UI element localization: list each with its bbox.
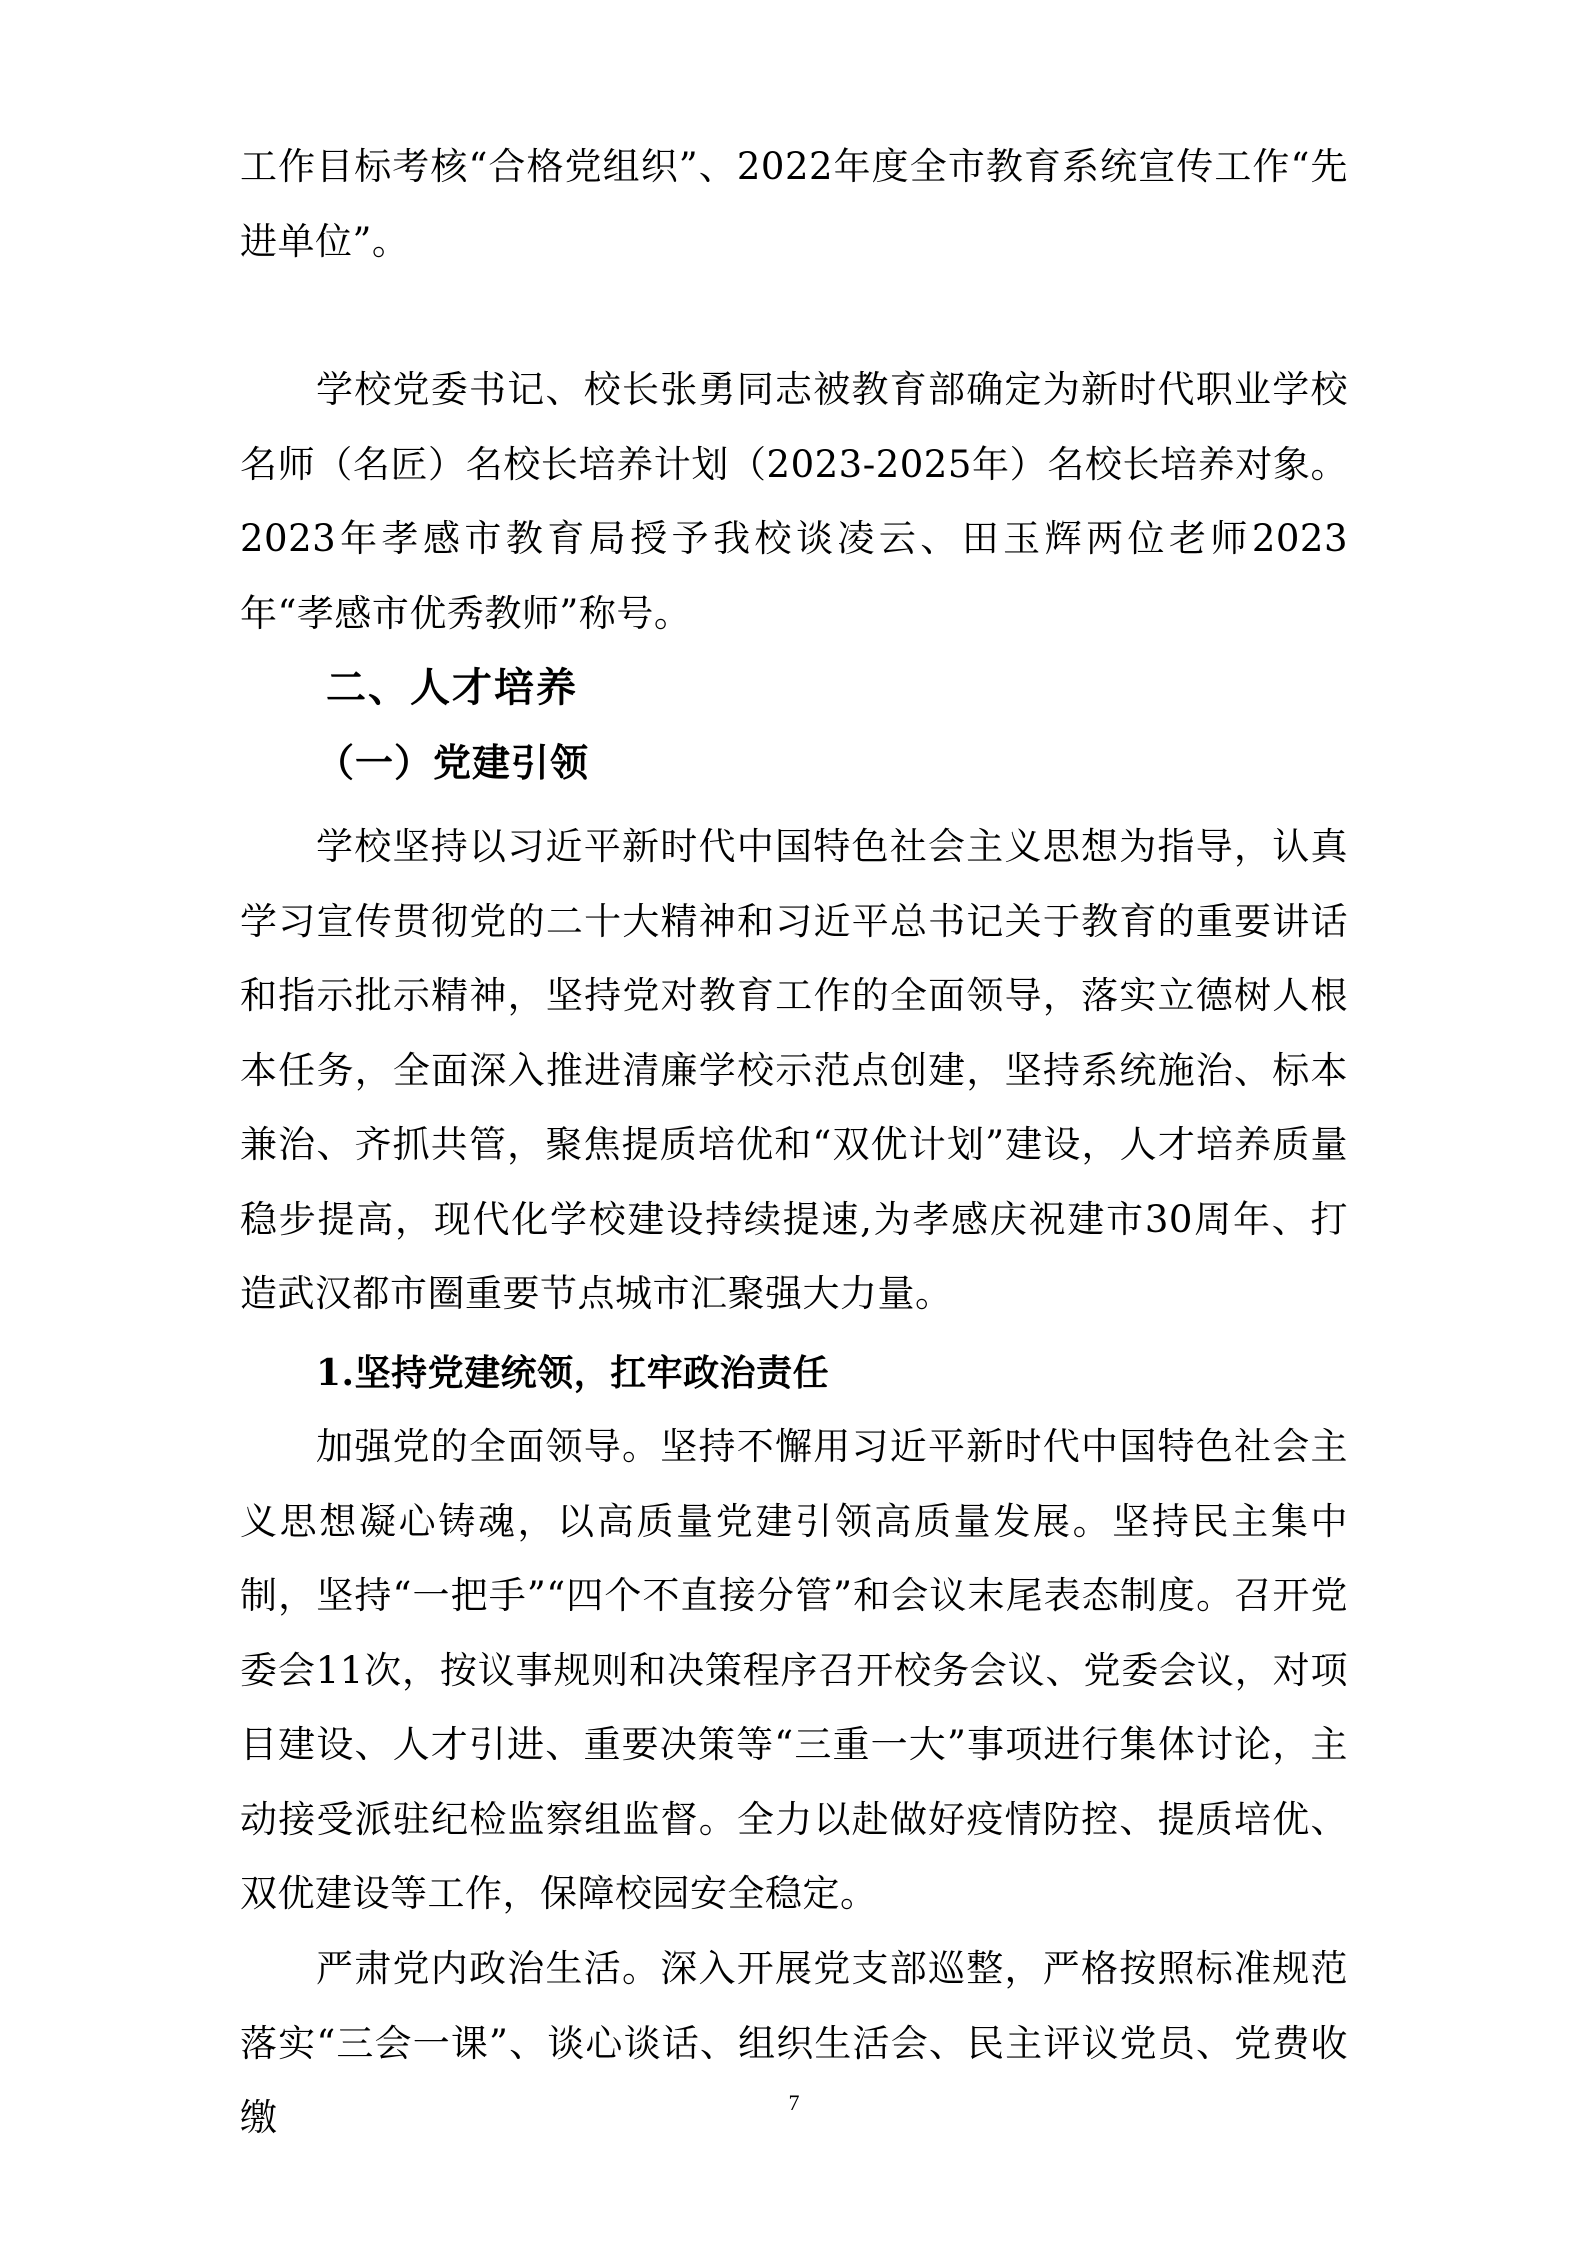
paragraph-party-guidance: 学校坚持以习近平新时代中国特色社会主义思想为指导，认真学习宣传贯彻党的二十大精神和习近平总书记关于教育的重要讲话和指示批示精神，坚持党对教育工作的全面领导，落实立德树人根本任务，全面深入推进清廉学校示范点创建，坚持系统施治、标本兼治、齐抓共管，聚焦提质培优和“双优计划”建设，人才培养质量稳步提高，现代化学校建设持续提速,为孝感庆祝建市30周年、打造武汉都市圈重要节点城市汇聚强大力量。 — [240, 825, 1348, 1315]
item-heading-party-building: 1.坚持党建统领，扛牢政治责任 — [316, 1352, 830, 1394]
paragraph-principal-recognition: 学校党委书记、校长张勇同志被教育部确定为新时代职业学校名师（名匠）名校长培养计划（2023-2025年）名校长培养对象。2023年孝感市教育局授予我校谈凌云、田玉辉两位老师2023年“孝感市优秀教师”称号。 — [240, 368, 1348, 635]
section-heading-talent-cultivation: 二、人才培养 — [326, 665, 578, 711]
subsection-heading-party-leadership: （一）党建引领 — [316, 740, 590, 785]
page-number: 7 — [788, 2090, 800, 2115]
paragraph-strengthen-leadership: 加强党的全面领导。坚持不懈用习近平新时代中国特色社会主义思想凝心铸魂，以高质量党建引领高质量发展。坚持民主集中制，坚持“一把手”“四个不直接分管”和会议末尾表态制度。召开党委会11次，按议事规则和决策程序召开校务会议、党委会议，对项目建设、人才引进、重要决策等“三重一大”事项进行集体讨论，主动接受派驻纪检监察组监督。全力以赴做好疫情防控、提质培优、双优建设等工作，保障校园安全稳定。 — [240, 1425, 1348, 1915]
paragraph-award-continuation: 工作目标考核“合格党组织”、2022年度全市教育系统宣传工作“先进单位”。 — [240, 145, 1348, 263]
paragraph-political-life: 严肃党内政治生活。深入开展党支部巡整，严格按照标准规范落实“三会一课”、谈心谈话、组织生活会、民主评议党员、党费收缴 — [240, 1947, 1348, 2139]
